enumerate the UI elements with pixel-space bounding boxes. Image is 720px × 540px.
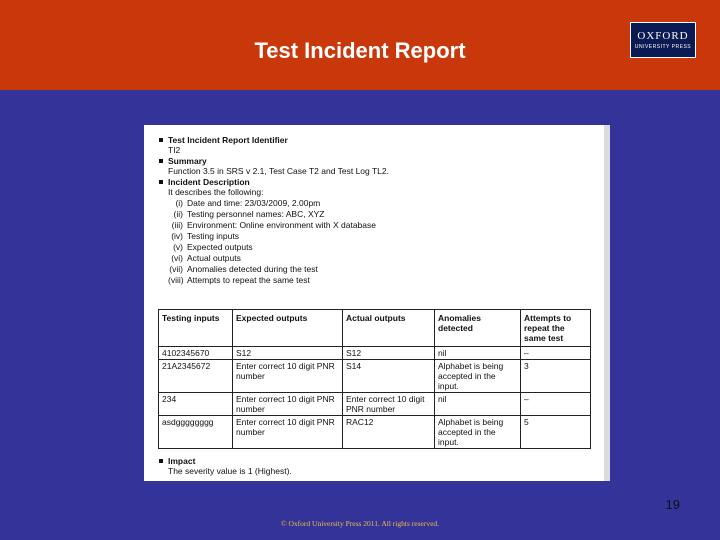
description-item xyxy=(168,209,325,219)
item-text: Expected outputs xyxy=(187,242,253,252)
table-cell: – xyxy=(521,393,591,416)
description-item xyxy=(168,253,241,263)
item-number: (v) xyxy=(173,242,183,252)
table-cell: Enter correct 10 digit PNR number xyxy=(233,360,343,393)
description-item xyxy=(168,275,310,285)
item-number: (vi) xyxy=(171,253,183,263)
item-number: (ii) xyxy=(173,209,183,219)
table-row xyxy=(159,360,591,393)
column-header: Anomalies detected xyxy=(435,310,521,347)
description-item xyxy=(168,231,239,241)
description-intro: It describes the following: xyxy=(168,187,264,197)
item-number: (iii) xyxy=(171,220,183,230)
item-text: Testing personnel names: ABC, XYZ xyxy=(187,209,325,219)
table-cell: 4102345670 xyxy=(159,347,233,360)
table-cell: Enter correct 10 digit PNR number xyxy=(233,416,343,449)
description-item xyxy=(168,198,320,208)
table-cell: 3 xyxy=(521,360,591,393)
item-text: Anomalies detected during the test xyxy=(187,264,318,274)
document-edge-shadow xyxy=(604,125,610,481)
oxford-logo xyxy=(630,22,696,58)
copyright-footer: © Oxford University Press 2011. All rights reserved. xyxy=(280,519,440,528)
table-cell: 5 xyxy=(521,416,591,449)
table-cell: nil xyxy=(435,393,521,416)
table-cell: Enter correct 10 digit PNR number xyxy=(233,393,343,416)
logo-wordmark: OXFORD xyxy=(637,30,689,42)
description-item xyxy=(168,220,376,230)
table-cell: S14 xyxy=(343,360,435,393)
summary-heading: Summary xyxy=(168,156,207,166)
incident-table xyxy=(158,309,591,449)
slide-title: Test Incident Report xyxy=(254,38,466,63)
summary-text: Function 3.5 in SRS v 2.1, Test Case T2 and Test Log TL2. xyxy=(168,166,389,176)
description-item xyxy=(168,264,318,274)
slide-header xyxy=(0,0,720,90)
column-header: Testing inputs xyxy=(159,310,233,347)
item-text: Environment: Online environment with X database xyxy=(187,220,376,230)
item-text: Testing inputs xyxy=(187,231,239,241)
item-text: Date and time: 23/03/2009, 2.00pm xyxy=(187,198,321,208)
table-cell: asdgggggggg xyxy=(159,416,233,449)
table-cell: S12 xyxy=(233,347,343,360)
table-cell: Enter correct 10 digit PNR number xyxy=(343,393,435,416)
item-text: Attempts to repeat the same test xyxy=(187,275,310,285)
table-cell: – xyxy=(521,347,591,360)
table-row xyxy=(159,393,591,416)
page-number: 19 xyxy=(665,497,680,512)
item-number: (i) xyxy=(175,198,183,208)
report-document-image xyxy=(144,125,610,481)
logo-subtitle: UNIVERSITY PRESS xyxy=(634,44,692,50)
table-cell: Alphabet is being accepted in the input. xyxy=(435,416,521,449)
impact-heading: Impact xyxy=(168,456,196,466)
table-row xyxy=(159,416,591,449)
table-cell: 234 xyxy=(159,393,233,416)
identifier-value: TI2 xyxy=(168,145,181,155)
impact-text: The severity value is 1 (Highest). xyxy=(168,466,292,476)
description-heading: Incident Description xyxy=(168,177,250,187)
table-cell: 21A2345672 xyxy=(159,360,233,393)
description-item xyxy=(168,242,253,252)
item-number: (viii) xyxy=(168,275,184,285)
table-header-row xyxy=(159,310,591,347)
identifier-heading: Test Incident Report Identifier xyxy=(168,135,288,145)
item-number: (iv) xyxy=(171,231,183,241)
table-cell: Alphabet is being accepted in the input. xyxy=(435,360,521,393)
table-cell: RAC12 xyxy=(343,416,435,449)
column-header: Expected outputs xyxy=(233,310,343,347)
item-number: (vii) xyxy=(169,264,183,274)
table-cell: nil xyxy=(435,347,521,360)
column-header: Actual outputs xyxy=(343,310,435,347)
table-row xyxy=(159,347,591,360)
column-header: Attempts to repeat the same test xyxy=(521,310,591,347)
item-text: Actual outputs xyxy=(187,253,241,263)
table-cell: S12 xyxy=(343,347,435,360)
